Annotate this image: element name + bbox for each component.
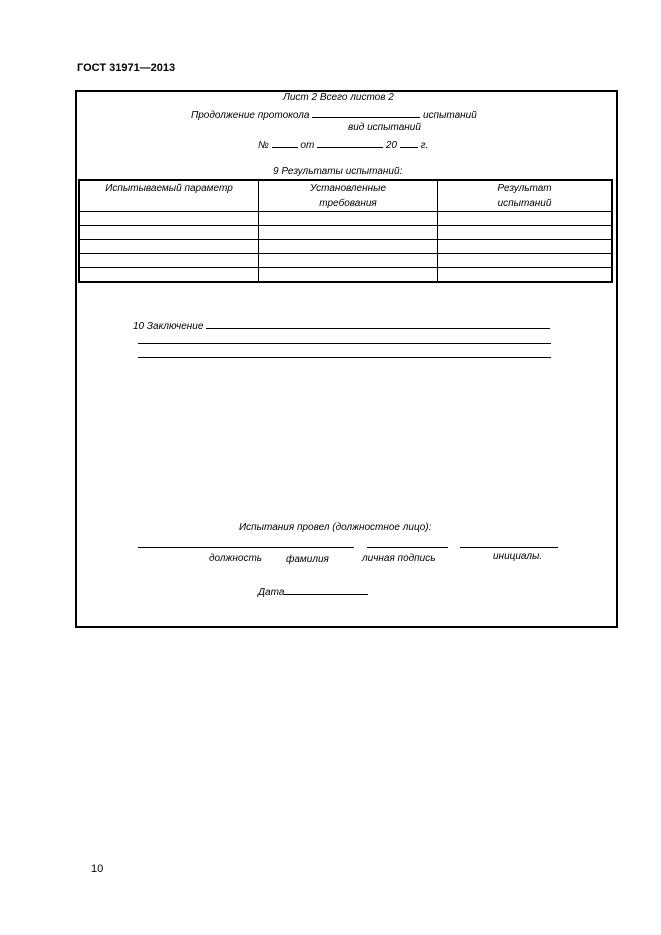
table-cell[interactable] [259, 254, 438, 268]
results-title: 9 Результаты испытаний: [273, 166, 403, 177]
conclusion-line [133, 318, 550, 332]
results-table [78, 179, 613, 283]
table-cell[interactable] [259, 212, 438, 226]
signature-field[interactable] [367, 547, 448, 548]
document-header: ГОСТ 31971—2013 [77, 62, 176, 74]
conclusion-label: 10 Заключение [133, 321, 204, 332]
year-prefix: 20 [385, 140, 397, 151]
initials-caption: инициалы. [493, 551, 543, 562]
column-header-parameter-line: Испытываемый параметр [105, 183, 233, 194]
position-surname-field[interactable] [138, 547, 354, 548]
table-cell[interactable] [438, 240, 613, 254]
continuation-suffix: испытаний [422, 110, 477, 121]
date-from-label: от [300, 140, 315, 151]
sheet-count-line: Лист 2 Всего листов 2 [283, 92, 394, 103]
protocol-number-field[interactable] [272, 137, 298, 148]
protocol-type-field[interactable] [312, 107, 420, 118]
table-cell[interactable] [438, 226, 613, 240]
table-row [79, 254, 612, 268]
conclusion-field-2[interactable] [138, 343, 551, 344]
number-label: № [258, 140, 269, 151]
initials-field[interactable] [460, 547, 558, 548]
table-cell[interactable] [438, 254, 613, 268]
surname-caption: фамилия [286, 554, 329, 565]
table-cell[interactable] [79, 254, 259, 268]
date-field[interactable] [284, 584, 368, 595]
column-header-requirements-line1: Установленные [309, 183, 387, 194]
results-header-row [79, 180, 612, 212]
table-row [79, 240, 612, 254]
continuation-line [191, 107, 477, 121]
table-cell[interactable] [79, 240, 259, 254]
protocol-number-line [258, 137, 428, 151]
column-header-result [438, 180, 613, 212]
table-cell[interactable] [259, 240, 438, 254]
conclusion-field-1[interactable] [206, 318, 550, 329]
table-cell[interactable] [79, 212, 259, 226]
protocol-date-field[interactable] [317, 137, 383, 148]
performed-by-label: Испытания провел (должностное лицо): [239, 522, 432, 533]
table-row [79, 268, 612, 283]
table-cell[interactable] [259, 268, 438, 283]
protocol-year-field[interactable] [400, 137, 418, 148]
table-row [79, 226, 612, 240]
table-cell[interactable] [259, 226, 438, 240]
table-row [79, 212, 612, 226]
table-cell[interactable] [438, 268, 613, 283]
year-suffix: г. [420, 140, 429, 151]
position-caption: должность [209, 553, 263, 564]
column-header-result-line2: испытаний [497, 198, 552, 209]
column-header-result-line1: Результат [497, 183, 552, 194]
table-cell[interactable] [79, 226, 259, 240]
date-line [258, 584, 368, 598]
column-header-parameter [79, 180, 259, 212]
test-type-caption: вид испытаний [348, 122, 421, 133]
column-header-requirements-line2: требования [319, 198, 377, 209]
continuation-prefix: Продолжение протокола [191, 110, 310, 121]
page-number: 10 [91, 863, 104, 875]
table-cell[interactable] [438, 212, 613, 226]
date-label: Дата [258, 587, 285, 598]
conclusion-field-3[interactable] [138, 357, 551, 358]
column-header-requirements [259, 180, 438, 212]
personal-signature-caption: личная подпись [362, 553, 436, 564]
table-cell[interactable] [79, 268, 259, 283]
